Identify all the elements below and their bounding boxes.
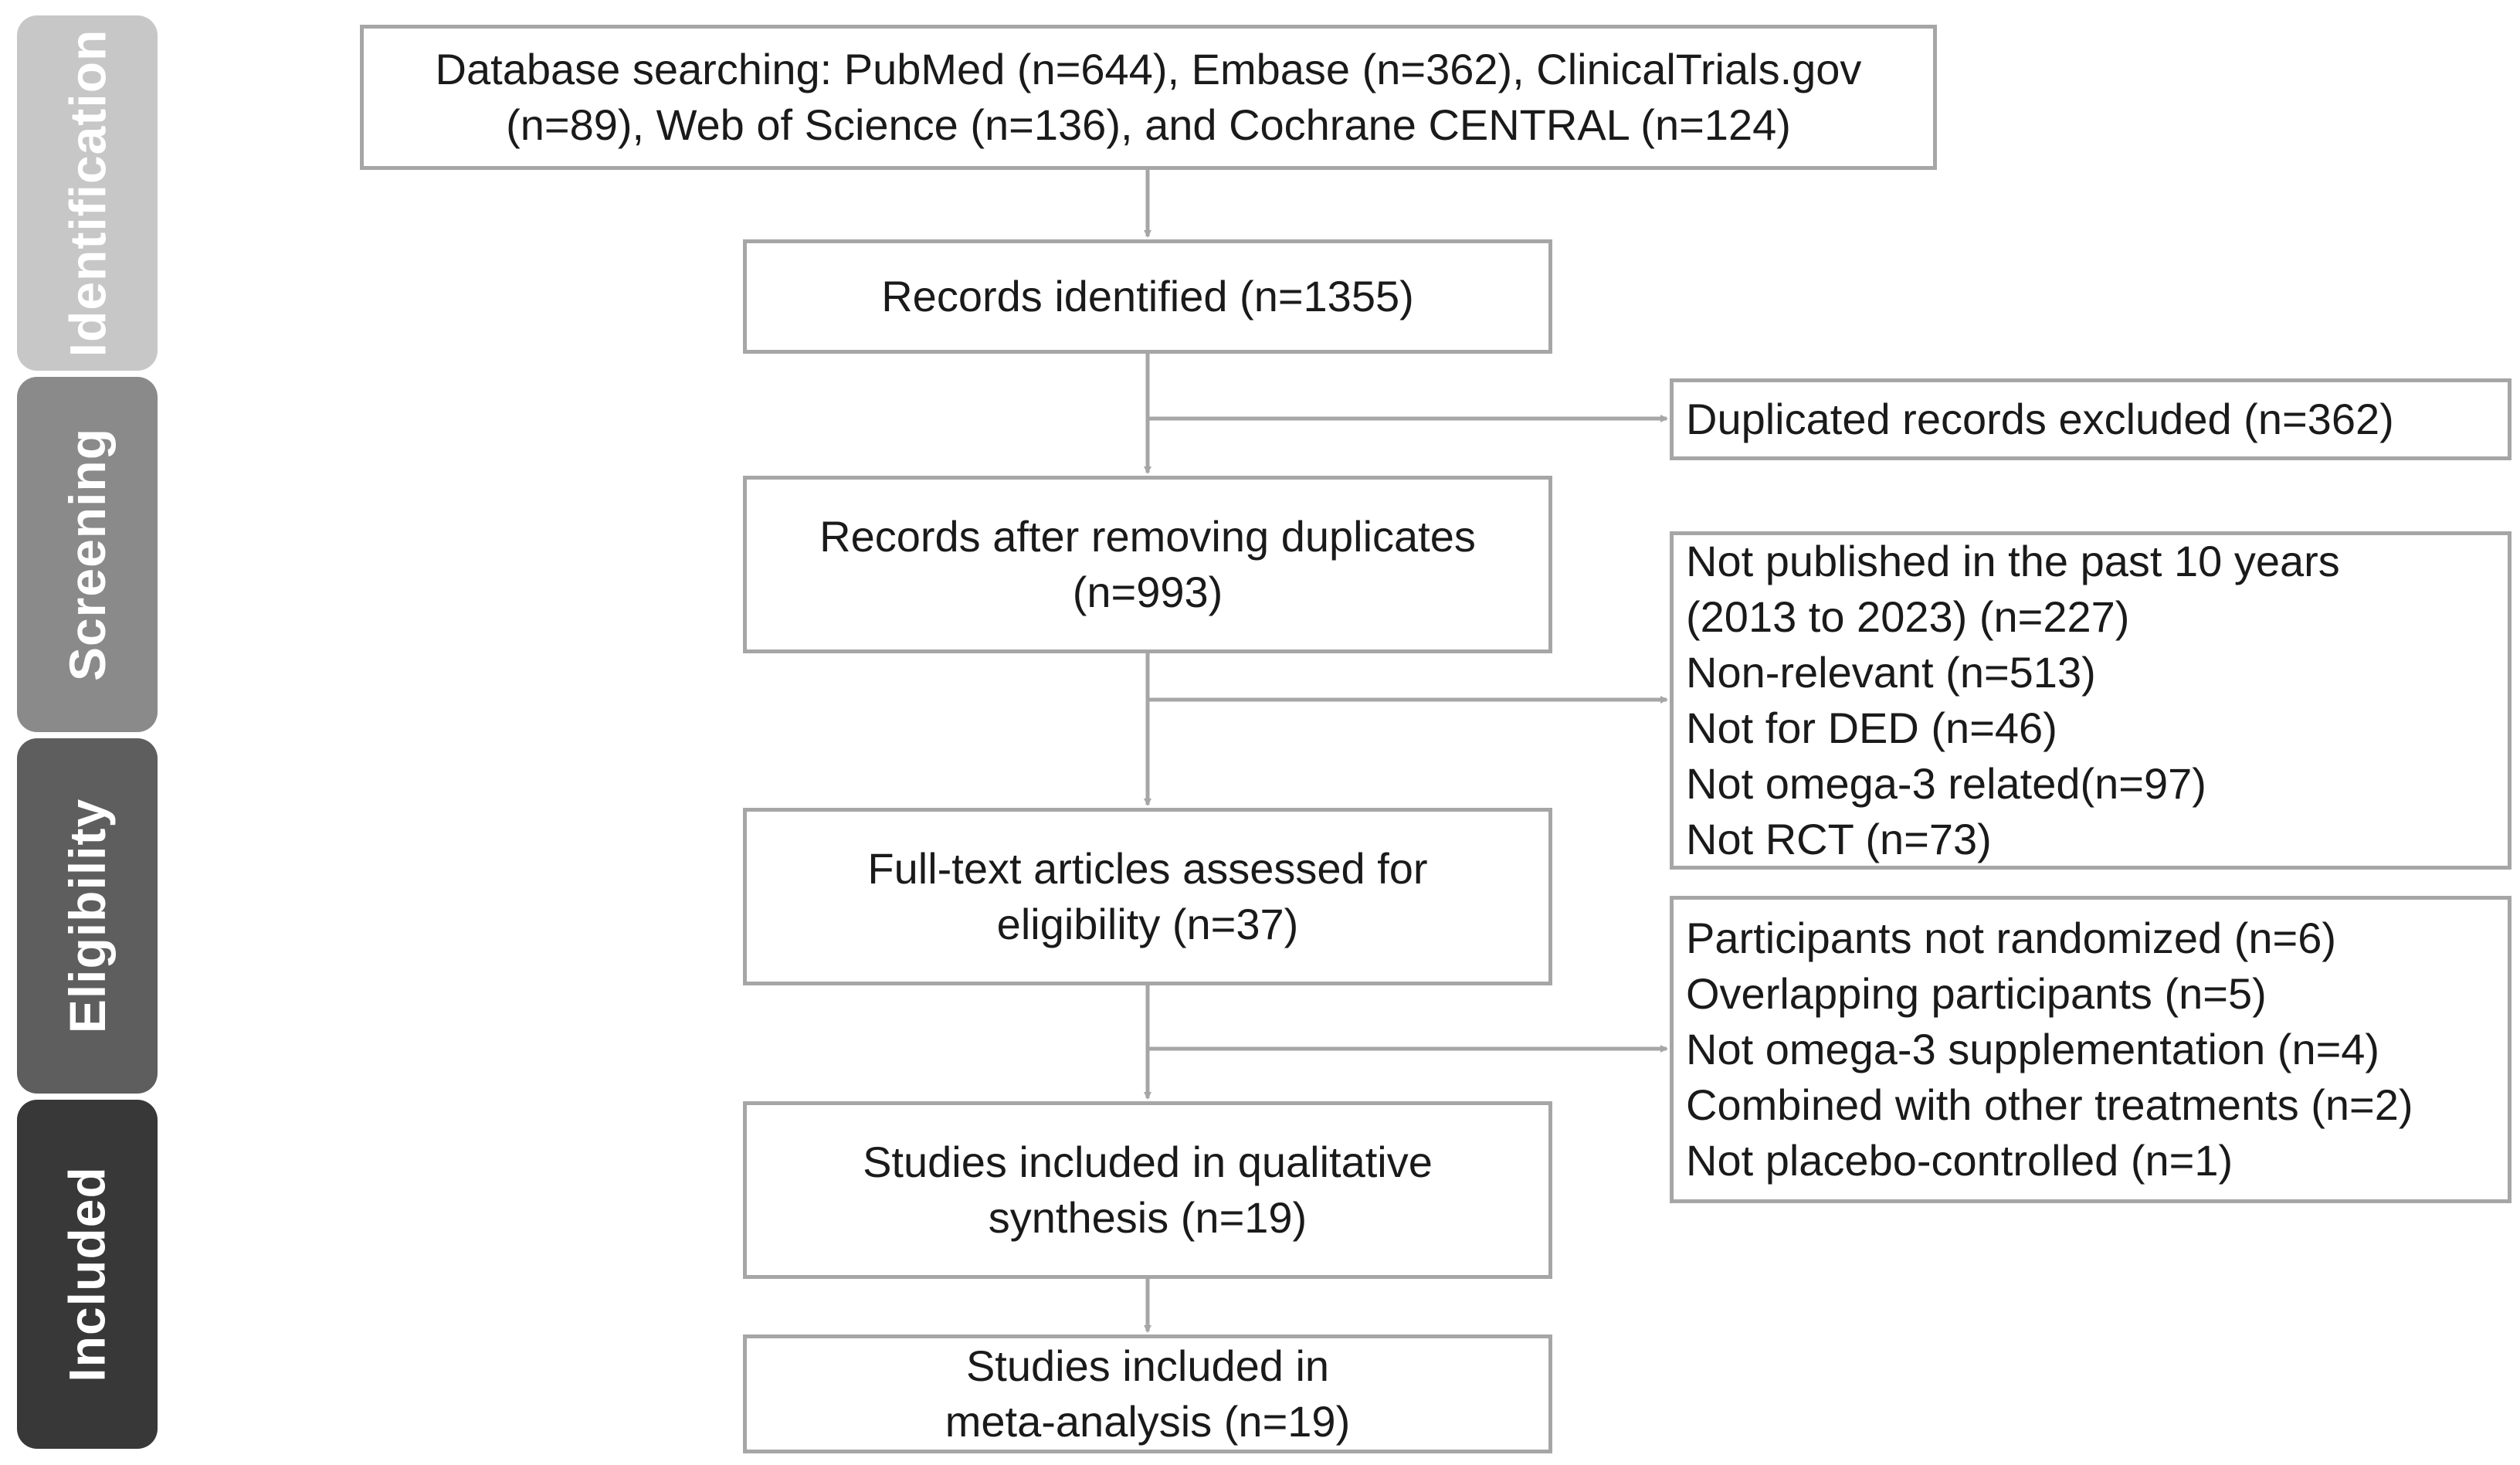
exclusion-line: Not omega-3 supplementation (n=4) (1686, 1025, 2380, 1073)
box-line: Studies included in qualitative (863, 1138, 1433, 1186)
box-line: Records identified (n=1355) (881, 272, 1414, 320)
box-line: eligibility (n=37) (996, 900, 1299, 948)
full-text-assessed-box (743, 808, 1552, 985)
stage-eligibility-label: Eligibility (59, 798, 117, 1034)
box-line: meta-analysis (n=19) (945, 1397, 1351, 1446)
stage-screening-label: Screening (59, 427, 117, 682)
qualitative-synthesis-box (743, 1101, 1552, 1279)
box-line: (n=993) (1072, 568, 1223, 616)
stage-identification-label: Identification (59, 29, 117, 358)
exclusion-line: Not omega-3 related(n=97) (1686, 759, 2206, 808)
records-after-duplicates-box (743, 476, 1552, 653)
exclusion-line: (2013 to 2023) (n=227) (1686, 592, 2130, 641)
meta-analysis-box (743, 1334, 1552, 1453)
stage-included-label: Included (59, 1166, 117, 1382)
box-line: Records after removing duplicates (819, 512, 1476, 561)
duplicates-excluded-box (1670, 378, 2512, 460)
box-line: Full-text articles assessed for (867, 844, 1428, 893)
box-line: Studies included in (965, 1341, 1330, 1390)
exclusion-line: Non-relevant (n=513) (1686, 648, 2096, 697)
exclusion-line: Overlapping participants (n=5) (1686, 969, 2267, 1018)
exclusion-line: Not for DED (n=46) (1686, 704, 2057, 752)
exclusion-line: Not RCT (n=73) (1686, 815, 1992, 863)
exclusion-line: Not published in the past 10 years (1686, 537, 2340, 585)
box-line: Database searching: PubMed (n=644), Embase (n=362), ClinicalTrials.gov (435, 45, 1862, 93)
records-identified-box (743, 239, 1552, 354)
screening-exclusions-box (1670, 531, 2512, 870)
box-line: (n=89), Web of Science (n=136), and Cochrane CENTRAL (n=124) (506, 100, 1791, 149)
eligibility-exclusions-box (1670, 896, 2512, 1203)
exclusion-line: Duplicated records excluded (n=362) (1686, 395, 2394, 443)
box-line: synthesis (n=19) (988, 1193, 1307, 1242)
exclusion-line: Not placebo-controlled (n=1) (1686, 1136, 2233, 1185)
database-searching-box (360, 25, 1937, 170)
exclusion-line: Participants not randomized (n=6) (1686, 914, 2336, 962)
exclusion-line: Combined with other treatments (n=2) (1686, 1080, 2413, 1129)
